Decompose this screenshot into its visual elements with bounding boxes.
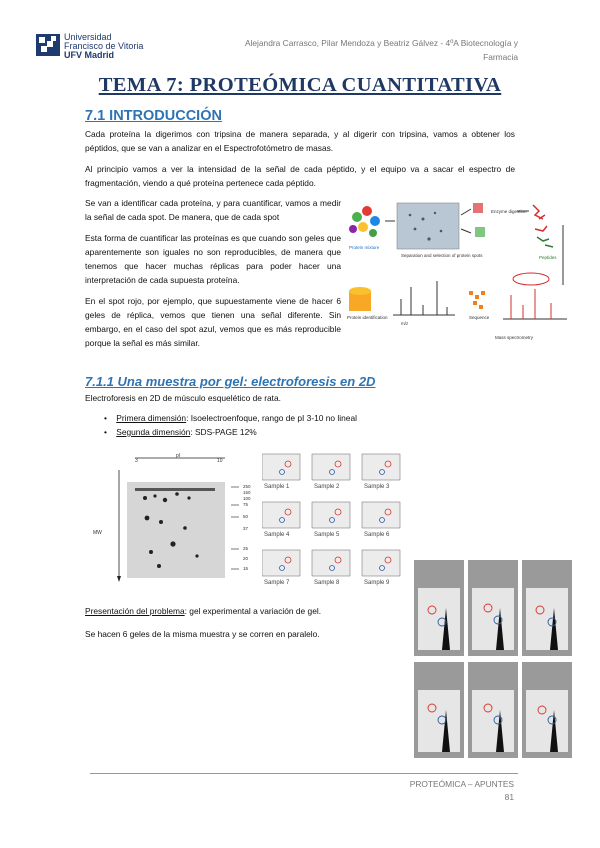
mass-spec-peaks [503,289,567,319]
bullet-text: : SDS-PAGE 12% [190,427,257,437]
logo-line-3: UFV Madrid [64,50,115,60]
bullet-label: Primera dimensión [116,413,187,423]
university-name [64,33,143,60]
gel-mw-label: MW [93,530,102,536]
marker-100: 100 [243,496,251,501]
gel-pi-label: pI [176,453,181,459]
paragraph-1: Cada proteína la digerimos con tripsina de manera separada, y al digerir con tripsina, vamos a obtener los péptidos, que se van a analizar en el Espectrofotómetro de masas. [85,129,515,153]
sample-label-8: Sample 8 [314,580,340,586]
marker-20: 20 [243,556,249,561]
bullet-text: : Isoelectroenfoque, rango de pI 3-10 no lineal [186,413,357,423]
gel-2d-figure [85,448,265,588]
mass-spectrum-icon [393,281,455,315]
gel-ph-left: 3 [135,458,138,464]
marker-15: 15 [243,566,249,571]
paragraph-5: En el spot rojo, por ejemplo, que supuestamente viene de hacer 6 geles de réplica, vemos que tienen una señal diferente. Sin embargo, en el caso del spot azul, vemos que es más reproducible porque la señal es más similar. [85,296,341,348]
marker-25: 25 [243,546,249,551]
authors-line-2: Farmacia [483,52,518,62]
replicate-gels-photo [412,558,574,762]
label-mz: m/z [401,321,409,326]
label-identification: Protein identification [347,315,388,320]
marker-75: 75 [243,502,249,507]
intro-2d: Electroforesis en 2D de músculo esquelético de rata. [85,393,281,403]
marker-50: 50 [243,514,249,519]
bullet-dot: • [104,413,107,423]
paragraph-4: Esta forma de cuantificar las proteínas es que cuando son geles que aparentemente son iguales no son reproducibles, de manera que tenemos que hacer muchas réplicas para poder hacer una interpretación de cada supuesta proteína. [85,233,341,285]
footer-subject: PROTEÓMICA – APUNTES [409,779,514,789]
header-authors [210,36,518,64]
authors-line-1: Alejandra Carrasco, Pilar Mendoza y Beatriz Gálvez - 4ºA Biotecnología y [244,38,518,48]
sample-label-7: Sample 7 [264,580,290,586]
marker-150: 150 [243,490,251,495]
bullet-dot: • [104,427,107,437]
proteomics-workflow-figure [345,195,575,347]
problem-statement [85,604,405,618]
sample-label-4: Sample 4 [264,532,290,538]
paragraph-2: Al principio vamos a ver la intensidad de la señal de cada péptido, y el equipo va a sacar el espectro de fragmentación, viendo a qué proteína pertenece cada péptido. [85,164,515,188]
paragraph-3: Se van a identificar cada proteína, y para cuantificar, vamos a medir la señal de cada spot. De manera, que de cada spot [85,198,341,222]
bullet-label: Segunda dimensión [116,427,191,437]
sequence-icon [469,291,485,309]
problem-label: Presentación del problema [85,606,185,616]
page-number: 81 [504,792,514,802]
database-icon [349,287,371,311]
page-title: TEMA 7: PROTEÓMICA CUANTITATIVA [98,74,502,96]
gel-ph-right: 10 [217,458,223,464]
footer [300,778,514,804]
label-sequence: Sequence [469,315,490,320]
sample-label-5: Sample 5 [314,532,340,538]
bullet-second-dimension [104,427,257,437]
label-digestion: Enzyme digestion [491,209,527,214]
replicas-statement: Se hacen 6 geles de la misma muestra y se corren en paralelo. [85,629,320,639]
problem-text: : gel experimental a variación de gel. [184,606,322,616]
label-mass-spec: Mass spectrometry [495,335,534,340]
label-protein-mixture: Protein mixture [349,245,380,250]
sample-label-3: Sample 3 [364,484,390,490]
protein-mixture-icon [349,206,380,237]
sample-label-6: Sample 6 [364,532,390,538]
subsection-heading-2d: 7.1.1 Una muestra por gel: electroforesis en 2D [85,374,376,389]
logo-line-1: Universidad [64,32,112,42]
label-peptides: Peptides [539,255,557,260]
marker-37: 37 [243,526,249,531]
label-separation: Separation and selection of protein spots [401,253,483,258]
section-heading-intro: 7.1 INTRODUCCIÓN [85,108,222,124]
gel-image [397,203,459,249]
marker-250: 250 [243,484,251,489]
sample-label-2: Sample 2 [314,484,340,490]
logo-line-2: Francisco de Vitoria [64,41,144,51]
bullet-first-dimension [104,413,357,423]
footer-divider [90,773,518,774]
sample-grid [262,452,412,592]
university-logo-icon [36,34,60,56]
sample-label-9: Sample 9 [364,580,390,586]
sample-label-1: Sample 1 [264,484,290,490]
